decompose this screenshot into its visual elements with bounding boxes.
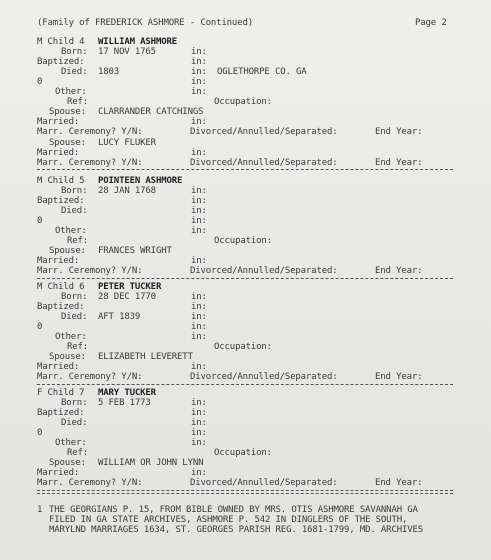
birth-date: 17 NOV 1765 [98, 47, 156, 58]
spouse-name: WILLIAM OR JOHN LYNN [98, 458, 204, 469]
child-name: MARY TUCKER [98, 388, 156, 398]
marriage-ceremony-label: Marr. Ceremony? Y/N: [37, 478, 143, 489]
double-separator-line [37, 490, 453, 494]
married-label: Married: [37, 362, 80, 373]
marriage-ceremony-label: Marr. Ceremony? Y/N: [37, 127, 143, 138]
child-name: WILLIAM ASHMORE [98, 37, 178, 47]
born-label: Born: [61, 398, 88, 409]
divorced-label: Divorced/Annulled/Separated: [190, 157, 338, 168]
spouse-label: Spouse: [49, 352, 86, 363]
married-in-label: in: [191, 147, 207, 158]
birth-date: 28 JAN 1768 [98, 186, 156, 197]
born-label: Born: [61, 47, 88, 58]
baptized-label: Baptized: [37, 196, 85, 207]
occupation-label: Occupation: [214, 448, 272, 459]
ref-label: Ref: [67, 236, 89, 247]
spouse-label: Spouse: [49, 246, 86, 257]
marriage-ceremony-label: Marr. Ceremony? Y/N: [37, 157, 143, 168]
end-year-label: End Year: [375, 157, 423, 168]
death-date: AFT 1839 [98, 312, 141, 323]
married-label: Married: [37, 468, 80, 479]
ref-label: Ref: [67, 97, 89, 108]
died-label: Died: [61, 206, 88, 217]
end-year-label: End Year: [375, 127, 423, 138]
zero-marker: 0 [37, 322, 43, 333]
child-heading: M Child 6 [37, 282, 85, 292]
born-in-label: in: [191, 398, 207, 409]
divorced-label: Divorced/Annulled/Separated: [190, 478, 338, 489]
zero-in-label: in: [191, 428, 207, 439]
footnote-line: THE GEORGIANS P. 15, FROM BIBLE OWNED BY MRS. OTIS ASHMORE SAVANNAH GA [49, 505, 418, 515]
other-in-label: in: [191, 438, 207, 449]
spouse-name: ELIZABETH LEVERETT [98, 352, 193, 363]
married-in-label: in: [191, 117, 207, 128]
died-in-label: in: [191, 312, 207, 323]
separator-line [37, 169, 453, 170]
baptized-in-label: in: [191, 408, 207, 419]
separator-line [37, 384, 453, 385]
zero-in-label: in: [191, 77, 207, 88]
died-label: Died: [61, 67, 88, 78]
end-year-label: End Year: [375, 266, 423, 277]
child-name: POINTEEN ASHMORE [98, 176, 183, 186]
died-in-label: in: [191, 206, 207, 217]
died-label: Died: [61, 312, 88, 323]
occupation-label: Occupation: [214, 236, 272, 247]
baptized-label: Baptized: [37, 408, 85, 419]
end-year-label: End Year: [375, 372, 423, 383]
occupation-label: Occupation: [214, 97, 272, 108]
footnote-line: FILED IN GA STATE ARCHIVES, ASHMORE P. 542 IN DINGLERS OF THE SOUTH, [49, 515, 408, 526]
married-in-label: in: [191, 362, 207, 373]
died-in-label: in: [191, 67, 207, 78]
spouse-name: CLARRANDER CATCHINGS [98, 107, 204, 118]
other-in-label: in: [191, 226, 207, 237]
other-in-label: in: [191, 87, 207, 98]
other-in-label: in: [191, 332, 207, 343]
spouse-name: LUCY FLUKER [98, 137, 156, 148]
born-in-label: in: [191, 292, 207, 303]
divorced-label: Divorced/Annulled/Separated: [190, 266, 338, 277]
marriage-ceremony-label: Marr. Ceremony? Y/N: [37, 372, 143, 383]
married-in-label: in: [191, 468, 207, 479]
baptized-label: Baptized: [37, 57, 85, 68]
death-date: 1803 [98, 67, 120, 78]
other-label: Other: [55, 438, 87, 449]
death-place: OGLETHORPE CO. GA [217, 67, 307, 78]
married-label: Married: [37, 256, 80, 267]
married-label: Married: [37, 117, 80, 128]
child-heading: M Child 4 [37, 37, 85, 47]
zero-in-label: in: [191, 322, 207, 333]
zero-marker: 0 [37, 77, 43, 88]
spouse-label: Spouse: [49, 458, 86, 469]
baptized-label: Baptized: [37, 302, 85, 313]
other-label: Other: [55, 332, 87, 343]
baptized-in-label: in: [191, 302, 207, 313]
married-label: Married: [37, 147, 80, 158]
ref-label: Ref: [67, 342, 89, 353]
spouse-label: Spouse: [49, 137, 86, 148]
married-in-label: in: [191, 256, 207, 267]
end-year-label: End Year: [375, 478, 423, 489]
born-label: Born: [61, 292, 88, 303]
birth-date: 5 FEB 1773 [98, 398, 151, 409]
zero-marker: 0 [37, 428, 43, 439]
ref-label: Ref: [67, 448, 89, 459]
died-label: Died: [61, 418, 88, 429]
born-label: Born: [61, 186, 88, 197]
died-in-label: in: [191, 418, 207, 429]
zero-in-label: in: [191, 216, 207, 227]
other-label: Other: [55, 87, 87, 98]
other-label: Other: [55, 226, 87, 237]
footnote-line: MARYLND MARRIAGES 1634, ST. GEORGES PARISH REG. 1681-1799, MD. ARCHIVES [49, 525, 424, 536]
footnote-marker: 1 [37, 505, 43, 515]
page-number: Page 2 [415, 18, 447, 28]
divorced-label: Divorced/Annulled/Separated: [190, 372, 338, 383]
born-in-label: in: [191, 47, 207, 58]
baptized-in-label: in: [191, 196, 207, 207]
child-heading: F Child 7 [37, 388, 85, 398]
occupation-label: Occupation: [214, 342, 272, 353]
child-name: PETER TUCKER [98, 282, 162, 292]
birth-date: 28 DEC 1770 [98, 292, 156, 303]
child-heading: M Child 5 [37, 176, 85, 186]
separator-line [37, 278, 453, 279]
zero-marker: 0 [37, 216, 43, 227]
spouse-label: Spouse: [49, 107, 86, 118]
born-in-label: in: [191, 186, 207, 197]
divorced-label: Divorced/Annulled/Separated: [190, 127, 338, 138]
page-header-title: (Family of FREDERICK ASHMORE - Continued) [37, 18, 254, 28]
spouse-name: FRANCES WRIGHT [98, 246, 172, 257]
marriage-ceremony-label: Marr. Ceremony? Y/N: [37, 266, 143, 277]
baptized-in-label: in: [191, 57, 207, 68]
